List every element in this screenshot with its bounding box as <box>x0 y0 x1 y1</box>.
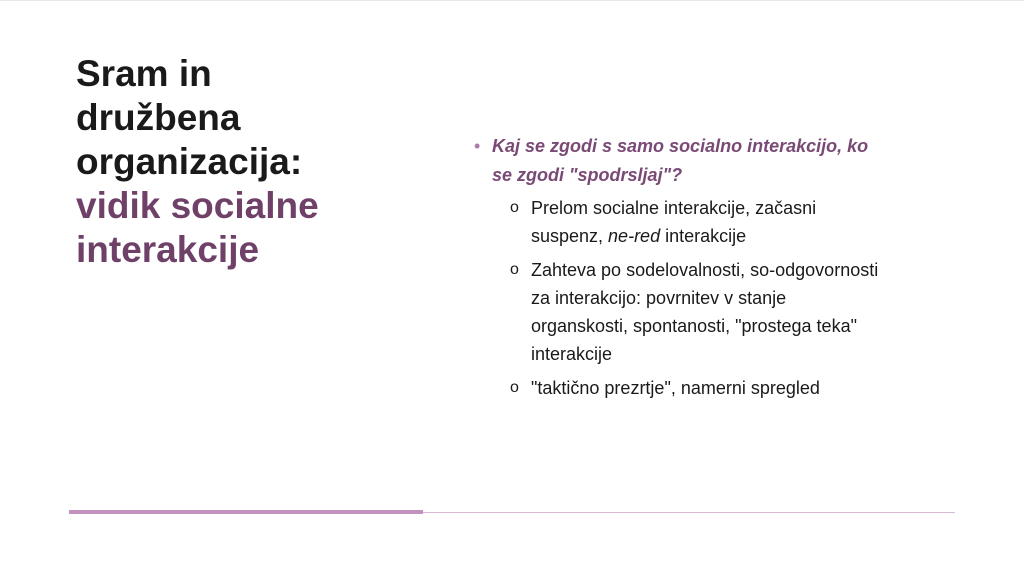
main-bullet <box>470 132 960 190</box>
main-bullet-line-2: se zgodi "spodrsljaj"? <box>492 165 683 185</box>
sub-item-1-emphasis: ne-red <box>608 226 661 246</box>
slide-title <box>76 52 416 272</box>
sub-item-1-line-2: suspenz, <box>531 226 609 246</box>
title-line-2: družbena <box>76 97 241 138</box>
sub-item-2-line-4: interakcije <box>531 344 613 364</box>
sub-item-2-line-3: organskosti, spontanosti, "prostega teka" <box>531 316 857 336</box>
bullet-dot-icon: • <box>474 136 481 156</box>
top-edge-divider <box>0 0 1024 1</box>
sub-item-2-line-1: Zahteva po sodelovalnosti, so-odgovornosti <box>531 260 879 280</box>
title-accent-line-2: interakcije <box>76 229 260 270</box>
slide-content <box>470 132 960 408</box>
sub-item-1-line-2-tail: interakcije <box>660 226 747 246</box>
footer-thin-rule <box>423 512 955 513</box>
sub-item-1-line-1: Prelom socialne interakcije, začasni <box>531 198 817 218</box>
title-line-1: Sram in <box>76 53 212 94</box>
sub-item-3-line-1: "taktično prezrtje", namerni spregled <box>531 378 820 398</box>
sub-bullet-item <box>470 256 960 368</box>
footer-accent-rule <box>69 510 423 514</box>
circle-bullet-icon: o <box>510 199 519 216</box>
sub-bullet-item <box>470 374 960 402</box>
circle-bullet-icon: o <box>510 379 519 396</box>
sub-bullet-item <box>470 194 960 250</box>
circle-bullet-icon: o <box>510 261 519 278</box>
sub-bullet-list <box>470 194 960 402</box>
title-accent-line-1: vidik socialne <box>76 185 319 226</box>
sub-item-2-line-2: za interakcijo: povrnitev v stanje <box>531 288 787 308</box>
title-line-3: organizacija: <box>76 141 303 182</box>
main-bullet-line-1: Kaj se zgodi s samo socialno interakcijo, ko <box>492 136 869 156</box>
